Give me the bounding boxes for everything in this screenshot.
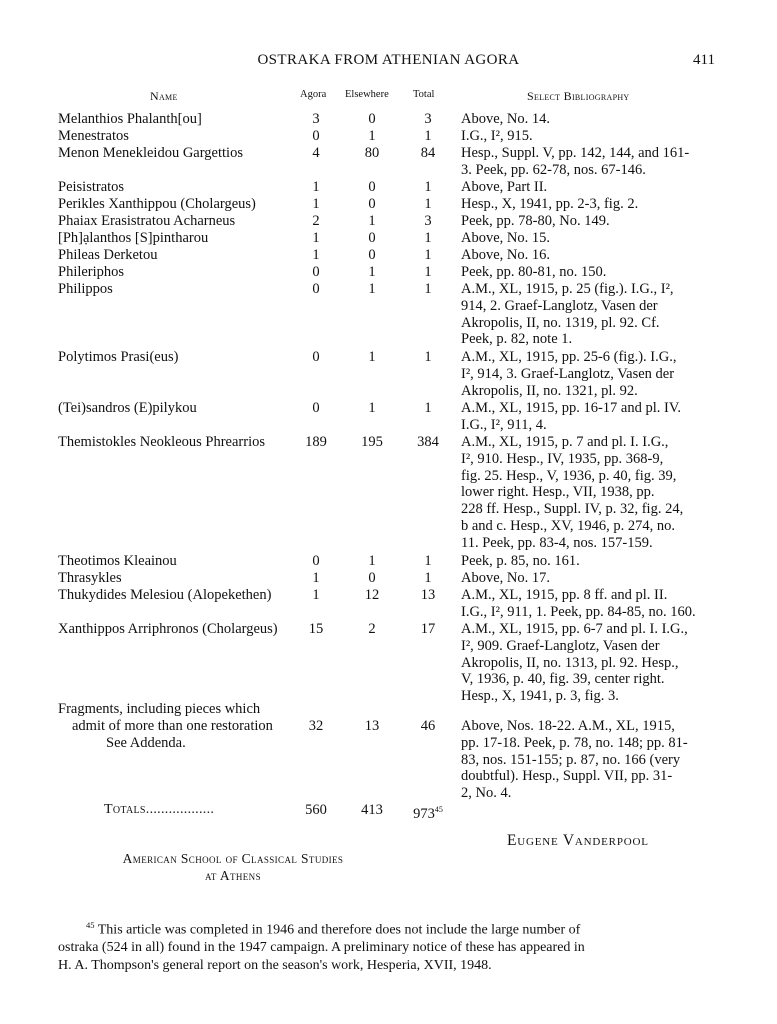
row-total: 1 <box>424 247 432 263</box>
row-bibliography <box>461 196 638 213</box>
row-elsewhere: 1 <box>368 400 376 416</box>
row-name: Themistokles Neokleous Phrearrios <box>58 434 265 450</box>
row-bibliography <box>461 349 676 399</box>
row-elsewhere: 1 <box>368 264 376 280</box>
row-agora: 0 <box>312 264 320 280</box>
bib-line: 11. Peek, pp. 83-4, nos. 157-159. <box>461 534 653 551</box>
row-total: 1 <box>424 570 432 586</box>
row-agora: 1 <box>312 196 320 212</box>
row-agora: 0 <box>312 128 320 144</box>
bib-line: Peek, p. 82, note 1. <box>461 331 573 348</box>
header-bibliography: Select Bibliography <box>527 89 630 103</box>
bib-line: Akropolis, II, no. 1321, pl. 92. <box>461 382 638 399</box>
bib-line: A.M., XL, 1915, pp. 25-6 (fig.). I.G., <box>461 349 677 365</box>
row-total: 3 <box>424 111 432 127</box>
bib-line: Hesp., Suppl. V, pp. 142, 144, and 161- <box>461 145 690 161</box>
row-elsewhere: 1 <box>368 281 376 297</box>
row-elsewhere: 0 <box>368 196 376 212</box>
row-name: (Tei)sandros (E)pilykou <box>58 400 197 416</box>
totals-label: Totals.................. <box>104 802 215 817</box>
row-elsewhere: 0 <box>368 247 376 263</box>
fragments-name <box>58 701 273 751</box>
bib-line: Peek, pp. 80-81, no. 150. <box>461 264 607 280</box>
bib-line: 3. Peek, pp. 62-78, nos. 67-146. <box>461 161 646 178</box>
row-total: 3 <box>424 213 432 229</box>
row-name: Polytimos Prasi(eus) <box>58 349 179 365</box>
row-elsewhere: 1 <box>368 553 376 569</box>
row-name: Thrasykles <box>58 570 122 586</box>
row-name: Thukydides Melesiou (Alopekethen) <box>58 587 272 603</box>
header-elsewhere: Elsewhere <box>345 89 389 100</box>
bib-line: I², 914, 3. Graef-Langlotz, Vasen der <box>461 365 675 382</box>
footnote-line: H. A. Thompson's general report on the season's work, Hesperia, XVII, 1948. <box>58 957 492 973</box>
bib-line: 83, nos. 151-155; p. 87, no. 166 (very <box>461 751 681 768</box>
row-bibliography <box>461 264 606 281</box>
row-name: Phileriphos <box>58 264 125 280</box>
row-bibliography <box>461 230 550 247</box>
institution-line: American School of Classical Studies <box>122 851 344 866</box>
bib-line: fig. 25. Hesp., V, 1936, p. 40, fig. 39, <box>461 467 677 484</box>
row-bibliography <box>461 145 689 179</box>
row-bibliography <box>461 247 550 264</box>
bib-line: Hesp., X, 1941, pp. 2-3, fig. 2. <box>461 196 639 212</box>
fragments-name-line: See Addenda. <box>106 734 186 751</box>
bib-line: I², 909. Graef-Langlotz, Vasen der <box>461 637 660 654</box>
bib-line: Above, Part II. <box>461 179 548 195</box>
fragments-bibliography <box>461 718 688 802</box>
header-agora: Agora <box>300 89 327 100</box>
row-total: 1 <box>424 400 432 416</box>
bib-line: Above, No. 16. <box>461 247 551 263</box>
row-elsewhere: 0 <box>368 179 376 195</box>
bib-line: Hesp., X, 1941, p. 3, fig. 3. <box>461 688 619 705</box>
running-title: OSTRAKA FROM ATHENIAN AGORA <box>257 52 520 68</box>
bib-line: I², 910. Hesp., IV, 1935, pp. 368-9, <box>461 450 664 467</box>
row-bibliography <box>461 400 681 434</box>
row-total: 17 <box>420 621 436 637</box>
row-elsewhere: 1 <box>368 128 376 144</box>
header-name: Name <box>150 89 178 103</box>
bib-line: A.M., XL, 1915, pp. 16-17 and pl. IV. <box>461 400 682 416</box>
row-bibliography <box>461 111 550 128</box>
fragments-total: 46 <box>420 718 436 734</box>
row-elsewhere: 0 <box>368 570 376 586</box>
row-total: 13 <box>420 587 436 603</box>
bib-line: Above, No. 14. <box>461 111 551 127</box>
row-total: 84 <box>420 145 436 161</box>
row-total: 1 <box>424 179 432 195</box>
institution <box>88 850 378 884</box>
row-agora: 2 <box>312 213 320 229</box>
bib-line: 914, 2. Graef-Langlotz, Vasen der <box>461 297 658 314</box>
row-bibliography <box>461 587 696 621</box>
row-name: Theotimos Kleainou <box>58 553 177 569</box>
row-agora: 0 <box>312 349 320 365</box>
fragments-name-line: admit of more than one restoration <box>72 717 273 734</box>
row-total: 384 <box>417 434 439 450</box>
row-agora: 1 <box>312 179 320 195</box>
bib-line: Akropolis, II, no. 1313, pl. 92. Hesp., <box>461 654 679 671</box>
header-total: Total <box>413 89 435 100</box>
fragments-name-line: Fragments, including pieces which <box>58 701 261 717</box>
bib-line: Peek, p. 85, no. 161. <box>461 553 580 569</box>
row-agora: 189 <box>305 434 327 450</box>
institution-line: at Athens <box>205 868 261 883</box>
row-agora: 4 <box>312 145 320 161</box>
bib-line: I.G., I², 911, 4. <box>461 416 547 433</box>
row-total: 1 <box>424 349 432 365</box>
row-bibliography <box>461 128 533 145</box>
row-bibliography <box>461 213 610 230</box>
row-elsewhere: 1 <box>368 213 376 229</box>
bib-line: V, 1936, p. 40, fig. 39, center right. <box>461 671 665 688</box>
bib-line: 228 ff. Hesp., Suppl. IV, p. 32, fig. 24, <box>461 501 684 518</box>
row-agora: 0 <box>312 400 320 416</box>
bib-line: pp. 17-18. Peek, p. 78, no. 148; pp. 81- <box>461 734 688 751</box>
row-agora: 15 <box>308 621 324 637</box>
bib-line: A.M., XL, 1915, pp. 6-7 and pl. I. I.G., <box>461 621 688 637</box>
bib-line: lower right. Hesp., VII, 1938, pp. <box>461 484 655 501</box>
row-bibliography <box>461 281 674 348</box>
row-total: 1 <box>424 196 432 212</box>
fragments-elsewhere: 13 <box>364 718 380 734</box>
row-bibliography <box>461 570 550 587</box>
fragments-agora: 32 <box>308 718 324 734</box>
totals-total <box>408 802 448 823</box>
running-head <box>0 52 777 72</box>
totals-elsewhere: 413 <box>361 802 383 818</box>
bib-line: A.M., XL, 1915, pp. 8 ff. and pl. II. <box>461 587 668 603</box>
bib-line: Above, No. 17. <box>461 570 551 586</box>
row-elsewhere: 12 <box>364 587 380 603</box>
row-agora: 0 <box>312 553 320 569</box>
footnote-line: ostraka (524 in all) found in the 1947 campaign. A preliminary notice of these has appeared in <box>58 940 585 956</box>
row-elsewhere: 1 <box>368 349 376 365</box>
bib-line: A.M., XL, 1915, p. 25 (fig.). I.G., I², <box>461 281 674 297</box>
row-total: 1 <box>424 128 432 144</box>
row-agora: 1 <box>312 587 320 603</box>
footnote-number: 45 <box>86 920 95 930</box>
bib-line: Akropolis, II, no. 1319, pl. 92. Cf. <box>461 314 660 331</box>
row-name: Menon Menekleidou Gargettios <box>58 145 243 161</box>
row-name: Melanthios Phalanth[ou] <box>58 111 202 127</box>
row-name: Phaiax Erasistratou Acharneus <box>58 213 236 229</box>
footnote-ref: 45 <box>434 805 443 814</box>
footnote-text: This article was completed in 1946 and therefore does not include the large number of <box>97 922 581 938</box>
row-total: 1 <box>424 553 432 569</box>
row-name: Xanthippos Arriphronos (Cholargeus) <box>58 621 278 637</box>
row-agora: 1 <box>312 570 320 586</box>
row-bibliography <box>461 553 580 570</box>
bib-line: 2, No. 4. <box>461 785 512 802</box>
page-number: 411 <box>693 52 715 68</box>
row-agora: 3 <box>312 111 320 127</box>
footnote-line <box>58 917 718 939</box>
row-bibliography <box>461 621 688 705</box>
row-elsewhere: 0 <box>368 111 376 127</box>
bib-line: Peek, pp. 78-80, No. 149. <box>461 213 610 229</box>
row-name: Philippos <box>58 281 113 297</box>
row-total: 1 <box>424 230 432 246</box>
row-agora: 0 <box>312 281 320 297</box>
bib-line: A.M., XL, 1915, p. 7 and pl. I. I.G., <box>461 434 669 450</box>
row-agora: 1 <box>312 247 320 263</box>
row-elsewhere: 80 <box>364 145 380 161</box>
row-elsewhere: 2 <box>368 621 376 637</box>
row-total: 1 <box>424 281 432 297</box>
bib-line: doubtful). Hesp., Suppl. VII, pp. 31- <box>461 768 673 785</box>
footnote <box>58 917 718 974</box>
row-bibliography <box>461 434 683 552</box>
author-name: Eugene Vanderpool <box>507 832 649 849</box>
totals-total-value: 973 <box>413 805 435 822</box>
bib-line: Above, Nos. 18-22. A.M., XL, 1915, <box>461 718 675 734</box>
bib-line: Above, No. 15. <box>461 230 551 246</box>
row-name: Phileas Derketou <box>58 247 158 263</box>
row-total: 1 <box>424 264 432 280</box>
bib-line: I.G., I², 915. <box>461 128 533 144</box>
row-bibliography <box>461 179 547 196</box>
row-name: Peisistratos <box>58 179 125 195</box>
bib-line: b and c. Hesp., XV, 1946, p. 274, no. <box>461 517 675 534</box>
row-name: Menestratos <box>58 128 129 144</box>
row-elsewhere: 0 <box>368 230 376 246</box>
row-agora: 1 <box>312 230 320 246</box>
totals-agora: 560 <box>305 802 327 818</box>
row-name: [Ph]ạlanthos [S]pintharou <box>58 230 209 246</box>
bib-line: I.G., I², 911, 1. Peek, pp. 84-85, no. 160. <box>461 603 696 620</box>
row-name: Perikles Xanthippou (Cholargeus) <box>58 196 256 212</box>
row-elsewhere: 195 <box>361 434 383 450</box>
